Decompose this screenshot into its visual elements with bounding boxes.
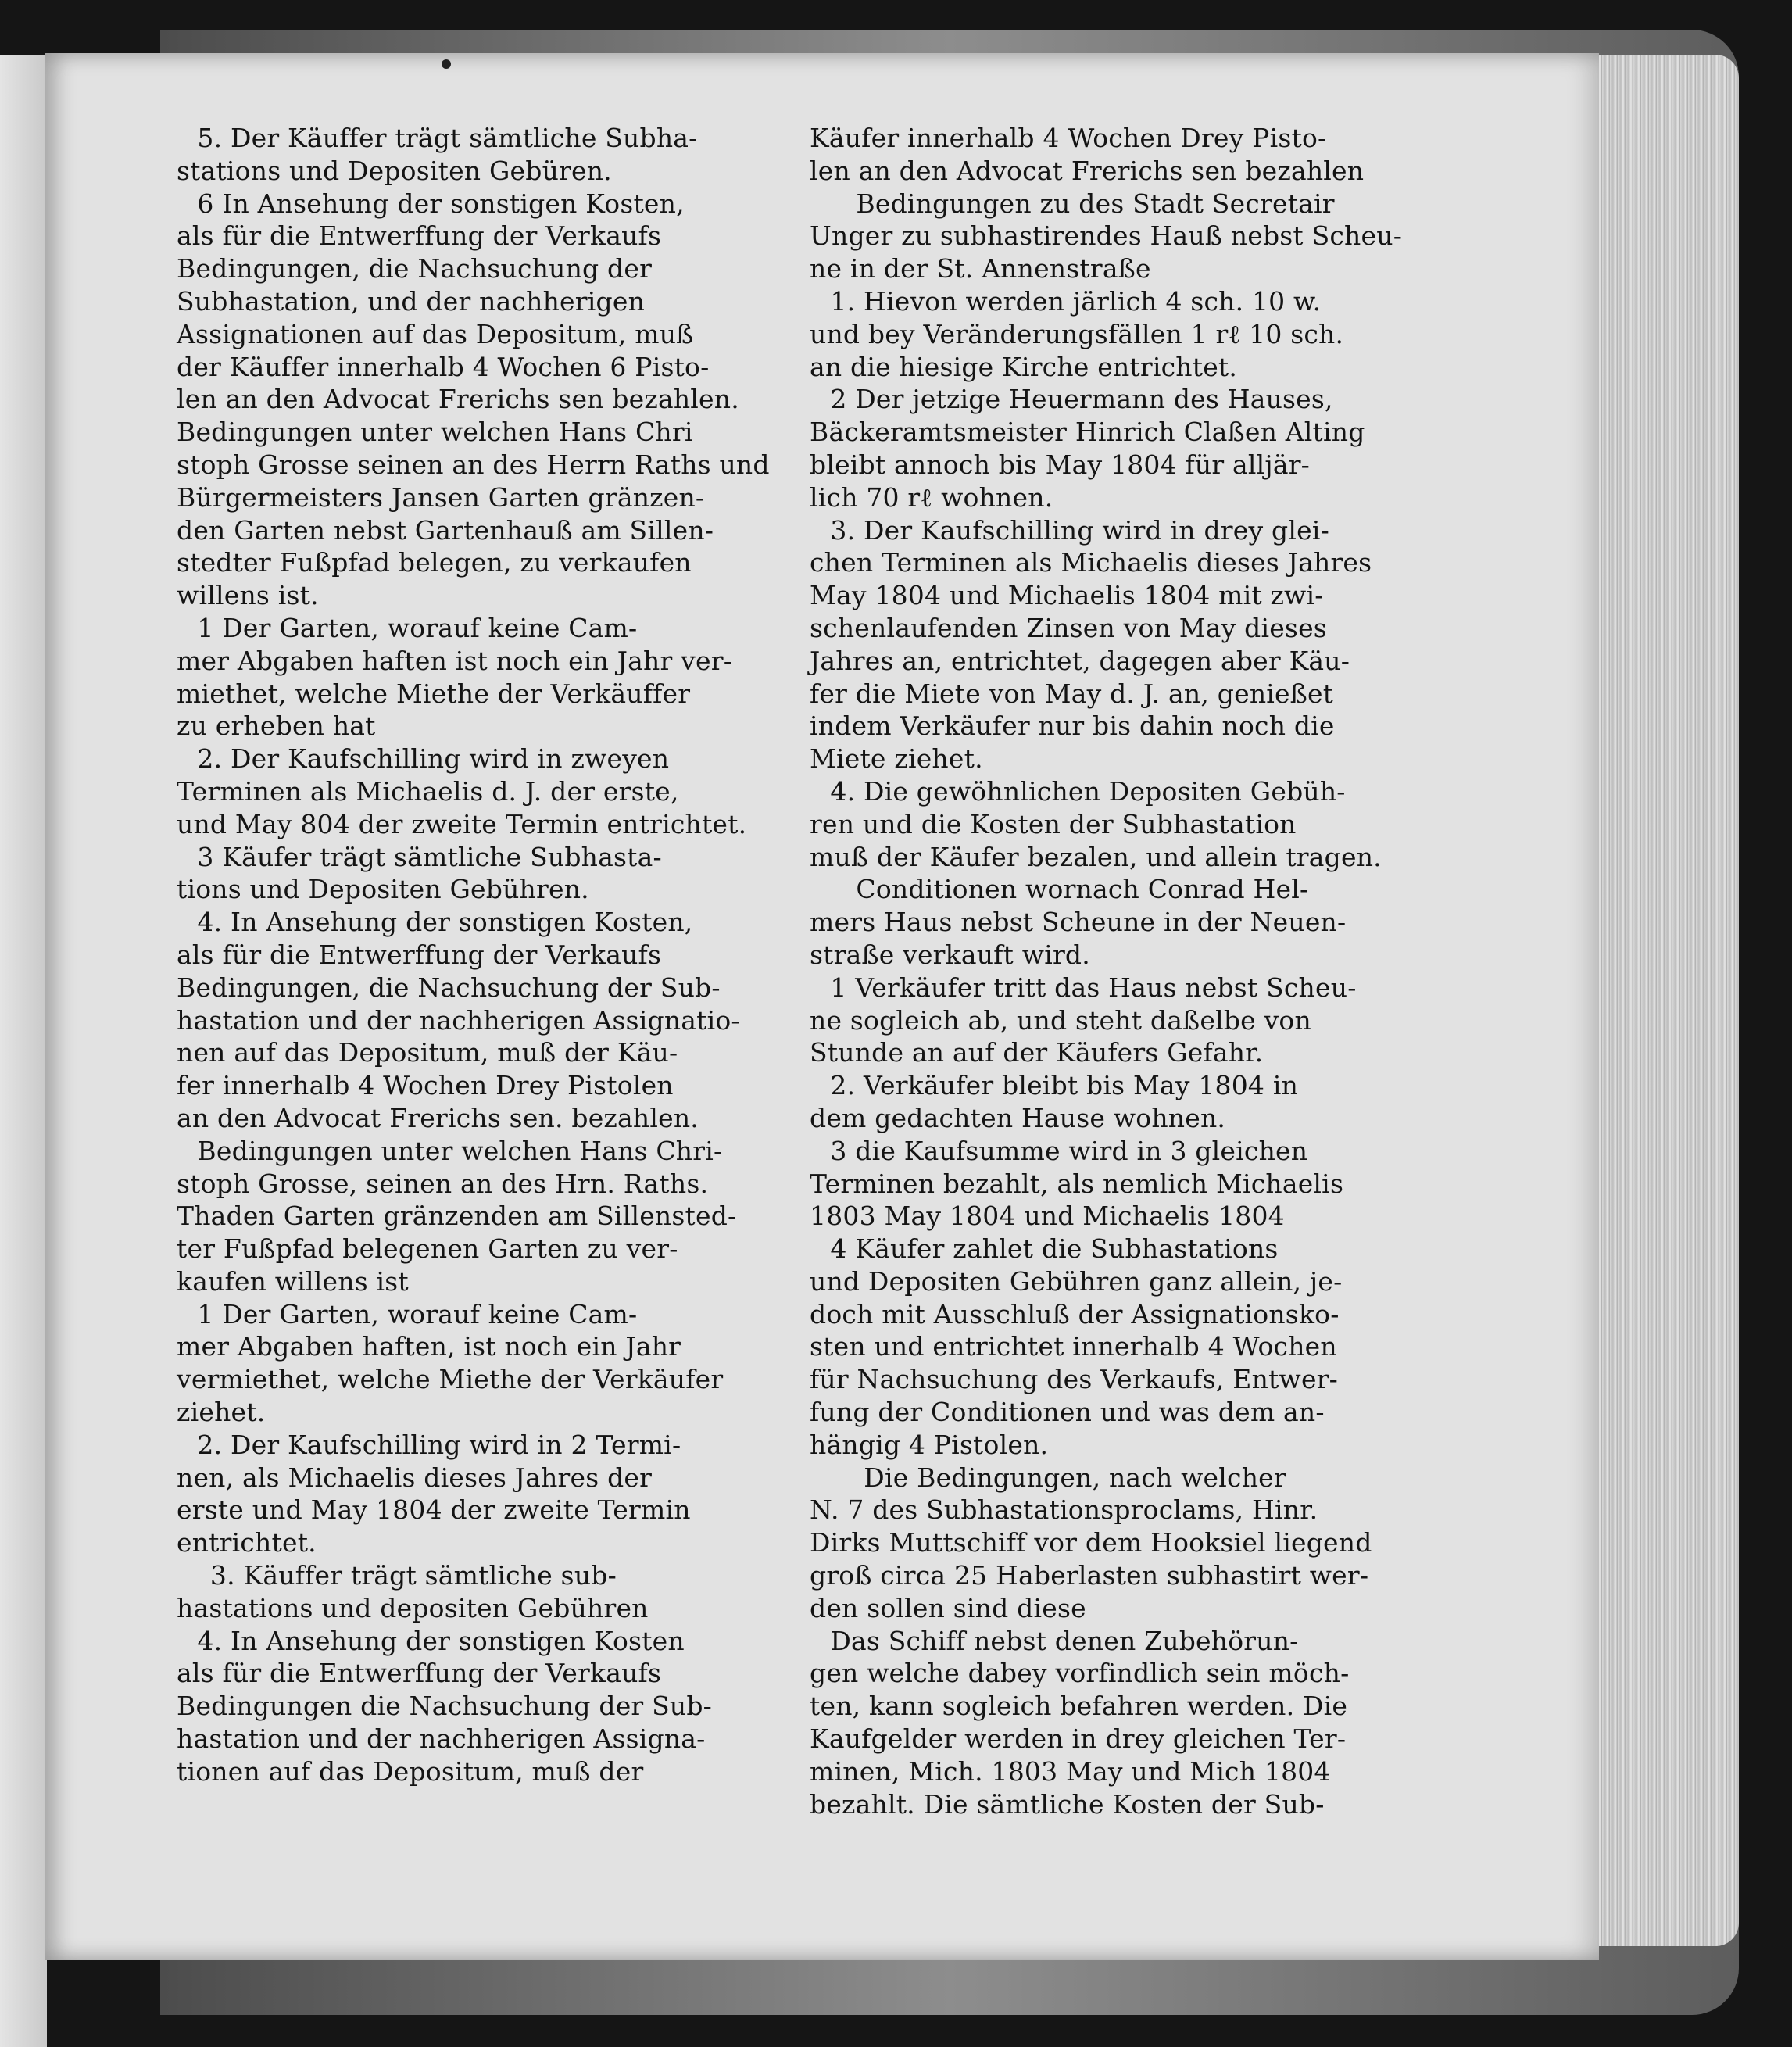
text-line: chen Terminen als Michaelis dieses Jahres [810, 547, 1372, 578]
text-line: zu erheben hat [177, 710, 376, 742]
text-line: mers Haus nebst Scheune in der Neuen- [810, 907, 1347, 938]
text-line: den sollen sind diese [810, 1592, 1086, 1623]
text-line: erste und May 1804 der zweite Termin [177, 1494, 691, 1526]
text-line: 1 Der Garten, worauf keine Cam- [197, 1298, 638, 1329]
text-line: 1 Verkäufer tritt das Haus nebst Scheu- [830, 972, 1357, 1003]
text-line: ren und die Kosten der Subhastation [810, 808, 1297, 839]
text-line: groß circa 25 Haberlasten subhastirt wer- [810, 1560, 1369, 1591]
text-line: bleibt annoch bis May 1804 für alljär- [810, 449, 1311, 480]
text-line: len an den Advocat Frerichs sen bezahlen. [177, 384, 739, 415]
text-line: 4. Die gewöhnlichen Depositen Gebüh- [830, 775, 1346, 807]
text-line: muß der Käufer bezalen, und allein tragen. [810, 841, 1382, 872]
text-line: 6 In Ansehung der sonstigen Kosten, [197, 188, 685, 219]
text-line: tionen auf das Depositum, muß der [177, 1755, 644, 1787]
text-line: stedter Fußpfad belegen, zu verkaufen [177, 547, 692, 578]
text-line: indem Verkäufer nur bis dahin noch die [810, 710, 1335, 742]
text-line: Conditionen wornach Conrad Hel- [856, 874, 1309, 905]
text-line: minen, Mich. 1803 May und Mich 1804 [810, 1755, 1331, 1787]
text-line: 3. Der Kaufschilling wird in drey glei- [830, 514, 1329, 546]
text-line: N. 7 des Subhastationsproclams, Hinr. [810, 1494, 1318, 1526]
text-line: Die Bedingungen, nach welcher [864, 1462, 1286, 1493]
text-line: ter Fußpfad belegenen Garten zu ver- [177, 1233, 678, 1265]
text-line: 1803 May 1804 und Michaelis 1804 [810, 1201, 1285, 1232]
text-line: Terminen als Michaelis d. J. der erste, [177, 775, 679, 807]
text-line: 3. Käuffer trägt sämtliche sub- [209, 1560, 617, 1591]
text-line: sten und entrichtet innerhalb 4 Wochen [810, 1331, 1337, 1362]
text-line: für Nachsuchung des Verkaufs, Entwer- [810, 1364, 1339, 1395]
text-line: doch mit Ausschluß der Assignationsko- [810, 1298, 1340, 1329]
text-line: nen auf das Depositum, muß der Käu- [177, 1037, 678, 1068]
text-line: lich 70 rℓ wohnen. [810, 481, 1053, 513]
left-text-column [177, 122, 825, 1788]
text-line: hängig 4 Pistolen. [810, 1429, 1049, 1460]
text-line: und Depositen Gebühren ganz allein, je- [810, 1265, 1343, 1297]
text-line: Bedingungen zu des Stadt Secretair [856, 188, 1335, 219]
text-line: an den Advocat Frerichs sen. bezahlen. [177, 1102, 699, 1133]
text-line: Subhastation, und der nachherigen [177, 285, 646, 317]
text-line: gen welche dabey vorfindlich sein möch- [810, 1658, 1350, 1689]
text-line: nen, als Michaelis dieses Jahres der [177, 1462, 653, 1493]
text-line: 4 Käufer zahlet die Subhastations [830, 1233, 1279, 1265]
text-line: fung der Conditionen und was dem an- [810, 1397, 1325, 1428]
text-line: stoph Grosse, seinen an des Hrn. Raths. [177, 1168, 709, 1199]
ink-dot [442, 59, 451, 69]
text-line: als für die Entwerffung der Verkaufs [177, 1658, 662, 1689]
book-page [45, 53, 1599, 1960]
text-line: miethet, welche Miethe der Verkäuffer [177, 678, 691, 709]
text-line: Bedingungen, die Nachsuchung der [177, 253, 653, 285]
text-line: 3 Käufer trägt sämtliche Subhasta- [197, 841, 662, 872]
text-line: fer innerhalb 4 Wochen Drey Pistolen [177, 1070, 674, 1101]
text-line: Terminen bezahlt, als nemlich Michaelis [810, 1168, 1344, 1199]
text-line: len an den Advocat Frerichs sen bezahlen [810, 155, 1365, 186]
text-line: straße verkauft wird. [810, 939, 1090, 970]
text-line: 2. Verkäufer bleibt bis May 1804 in [830, 1070, 1299, 1101]
text-line: mer Abgaben haften ist noch ein Jahr ver- [177, 645, 733, 676]
text-line: mer Abgaben haften, ist noch ein Jahr [177, 1331, 681, 1362]
text-line: ne in der St. Annenstraße [810, 253, 1151, 285]
text-line: an die hiesige Kirche entrichtet. [810, 351, 1238, 382]
text-line: Unger zu subhastirendes Hauß nebst Scheu- [810, 220, 1403, 252]
text-line: der Käuffer innerhalb 4 Wochen 6 Pisto- [177, 351, 710, 382]
page-stack-edge [1594, 55, 1739, 1946]
text-line: Bäckeramtsmeister Hinrich Claßen Alting [810, 417, 1365, 448]
text-line: 2. Der Kaufschilling wird in zweyen [197, 743, 670, 775]
text-line: 4. In Ansehung der sonstigen Kosten, [197, 907, 693, 938]
text-line: Bedingungen unter welchen Hans Chri- [197, 1135, 723, 1166]
text-line: schenlaufenden Zinsen von May dieses [810, 612, 1327, 643]
text-line: stations und Depositen Gebüren. [177, 155, 612, 186]
right-text-column [810, 122, 1435, 1820]
text-line: Thaden Garten gränzenden am Sillensted- [177, 1201, 737, 1232]
text-line: Kaufgelder werden in drey gleichen Ter- [810, 1723, 1347, 1755]
text-line: kaufen willens ist [177, 1265, 409, 1297]
text-line: 2 Der jetzige Heuermann des Hauses, [830, 384, 1333, 415]
text-line: dem gedachten Hause wohnen. [810, 1102, 1226, 1133]
text-line: Assignationen auf das Depositum, muß [177, 318, 694, 349]
text-line: vermiethet, welche Miethe der Verkäufer [177, 1364, 724, 1395]
text-line: 1. Hievon werden järlich 4 sch. 10 w. [830, 285, 1322, 317]
text-line: Das Schiff nebst denen Zubehörun- [830, 1625, 1299, 1656]
text-line: Bürgermeisters Jansen Garten gränzen- [177, 481, 705, 513]
text-line: 2. Der Kaufschilling wird in 2 Termi- [197, 1429, 681, 1460]
text-line: hastation und der nachherigen Assigna- [177, 1723, 706, 1755]
text-line: ten, kann sogleich befahren werden. Die [810, 1691, 1348, 1722]
text-line: Miete ziehet. [810, 743, 983, 775]
text-line: 3 die Kaufsumme wird in 3 gleichen [830, 1135, 1308, 1166]
text-line: Käufer innerhalb 4 Wochen Drey Pisto- [810, 123, 1327, 153]
text-line: Jahres an, entrichtet, dagegen aber Käu- [810, 645, 1350, 676]
text-line: May 1804 und Michaelis 1804 mit zwi- [810, 580, 1324, 611]
text-line: den Garten nebst Gartenhauß am Sillen- [177, 514, 714, 546]
text-line: 5. Der Käuffer trägt sämtliche Subha- [197, 123, 698, 153]
text-line: Stunde an auf der Käufers Gefahr. [810, 1037, 1264, 1068]
facing-page-edge [0, 55, 47, 2047]
text-line: Bedingungen, die Nachsuchung der Sub- [177, 972, 721, 1003]
text-line: als für die Entwerffung der Verkaufs [177, 220, 662, 252]
text-line: Bedingungen die Nachsuchung der Sub- [177, 1691, 713, 1722]
text-line: tions und Depositen Gebühren. [177, 874, 589, 905]
text-line: Dirks Muttschiff vor dem Hooksiel liegend [810, 1527, 1372, 1559]
text-line: fer die Miete von May d. J. an, genießet [810, 678, 1334, 709]
text-line: und May 804 der zweite Termin entrichtet. [177, 808, 747, 839]
text-line: Bedingungen unter welchen Hans Chri [177, 417, 693, 448]
text-line: bezahlt. Die sämtliche Kosten der Sub- [810, 1788, 1325, 1820]
text-line: 1 Der Garten, worauf keine Cam- [197, 612, 638, 643]
text-line: stoph Grosse seinen an des Herrn Raths und [177, 449, 770, 480]
text-line: und bey Veränderungsfällen 1 rℓ 10 sch. [810, 318, 1344, 349]
text-line: entrichtet. [177, 1527, 317, 1559]
text-line: ne sogleich ab, und steht daßelbe von [810, 1004, 1311, 1036]
text-line: willens ist. [177, 580, 319, 611]
text-line: 4. In Ansehung der sonstigen Kosten [197, 1625, 685, 1656]
text-line: hastations und depositen Gebühren [177, 1592, 649, 1623]
text-line: hastation und der nachherigen Assignatio- [177, 1004, 740, 1036]
text-line: ziehet. [177, 1397, 266, 1428]
text-line: als für die Entwerffung der Verkaufs [177, 939, 662, 970]
